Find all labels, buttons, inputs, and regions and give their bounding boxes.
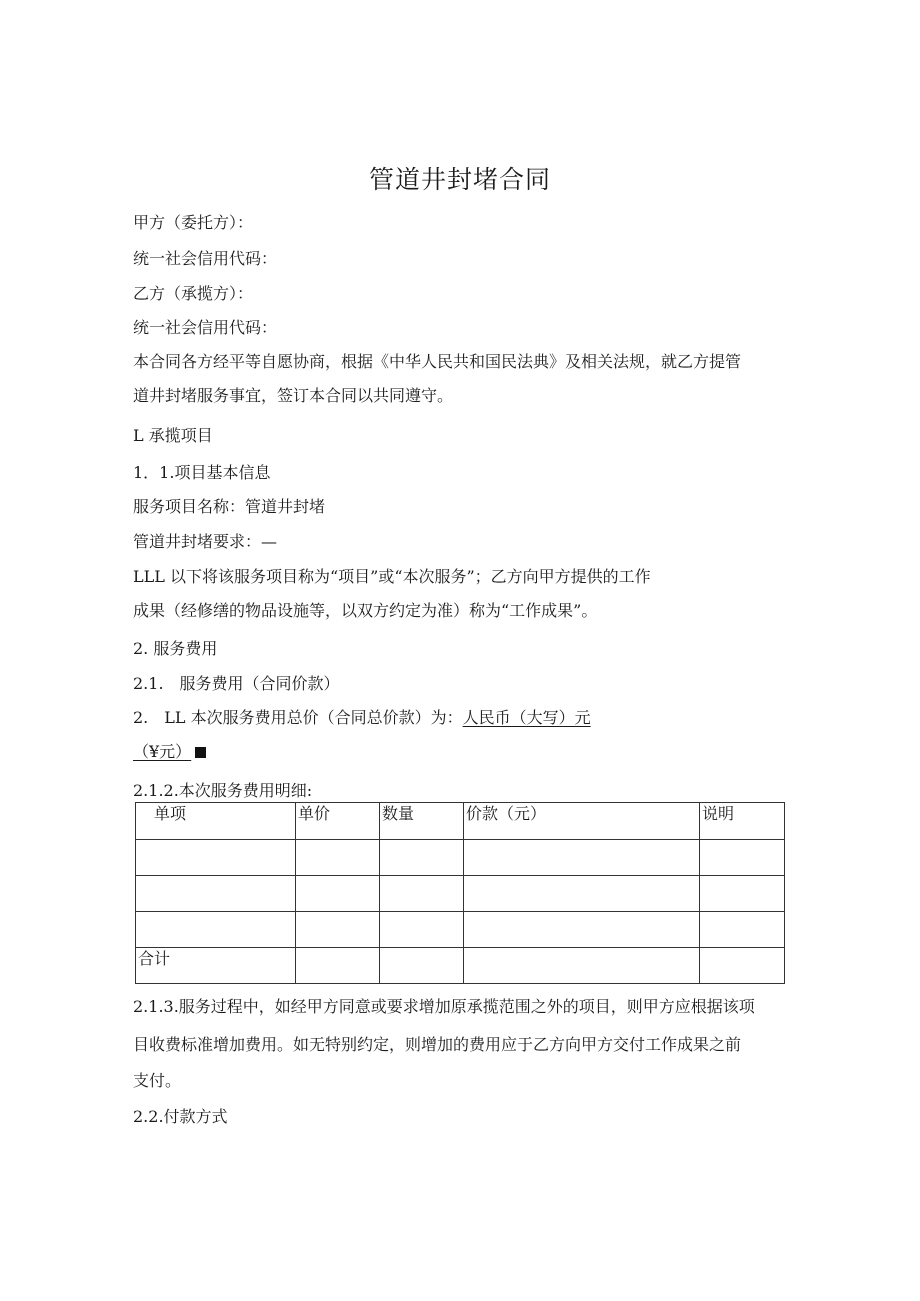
table-row <box>136 840 785 876</box>
table-total-label: 合计 <box>136 948 296 984</box>
fee-detail-table <box>135 802 785 984</box>
total-price-yen: （¥元） <box>133 742 192 761</box>
party-b-credit-code-label: 统一社会信用代码： <box>133 318 278 337</box>
party-a-credit-code-label: 统一社会信用代码： <box>133 249 278 268</box>
table-row <box>136 912 785 948</box>
table-row <box>136 876 785 912</box>
black-square-icon <box>195 747 206 758</box>
total-price-yen-line <box>133 742 206 762</box>
table-header-row <box>136 803 785 840</box>
service-name-line: 服务项目名称：管道井封堵 <box>133 497 326 516</box>
extra-fee-paragraph-line-2: 目收费标准增加费用。如无特别约定，则增加的费用应于乙方向甲方交付工作成果之前 <box>133 1035 742 1054</box>
section-heading-project: L 承揽项目 <box>133 426 213 445</box>
extra-fee-paragraph-line-3: 支付。 <box>133 1071 182 1090</box>
page-title: 管道井封堵合同 <box>368 165 551 194</box>
party-b-label: 乙方（承揽方）： <box>133 284 254 303</box>
payment-method-heading: 2.2.付款方式 <box>133 1107 228 1126</box>
total-price-amount: 人民币（大写）元 <box>462 708 591 727</box>
subsection-heading-contract-price: 2.1. 服务费用（合同价款） <box>133 674 340 693</box>
table-header-quantity: 数量 <box>380 803 464 840</box>
scope-paragraph-line-1: LLL 以下将该服务项目称为“项目”或“本次服务”；乙方向甲方提供的工作 <box>133 567 651 586</box>
service-requirement-line: 管道井封堵要求：— <box>133 532 278 551</box>
total-price-line <box>133 708 591 728</box>
fee-detail-heading: 2.1.2.本次服务费用明细: <box>133 781 313 800</box>
extra-fee-paragraph-line-1: 2.1.3.服务过程中，如经甲方同意或要求增加原承揽范围之外的项目，则甲方应根据该项 <box>133 997 755 1016</box>
total-price-prefix: 2. LL 本次服务费用总价（合同总价款）为： <box>133 708 463 727</box>
table-total-row <box>136 948 785 984</box>
table-header-item: 单项 <box>136 803 296 840</box>
party-a-label: 甲方（委托方）： <box>133 213 254 232</box>
section-heading-fees: 2. 服务费用 <box>133 639 218 658</box>
subsection-heading-basic-info: 1．1.项目基本信息 <box>133 463 271 482</box>
intro-paragraph-line-1: 本合同各方经平等自愿协商，根据《中华人民共和国民法典》及相关法规，就乙方提管 <box>133 352 742 371</box>
intro-paragraph-line-2: 道井封堵服务事宜，签订本合同以共同遵守。 <box>133 386 454 405</box>
table-header-note: 说明 <box>700 803 785 840</box>
table-header-amount: 价款（元） <box>464 803 700 840</box>
table-header-unit-price: 单价 <box>296 803 380 840</box>
scope-paragraph-line-2: 成果（经修缮的物品设施等，以双方约定为准）称为“工作成果”。 <box>133 601 598 620</box>
